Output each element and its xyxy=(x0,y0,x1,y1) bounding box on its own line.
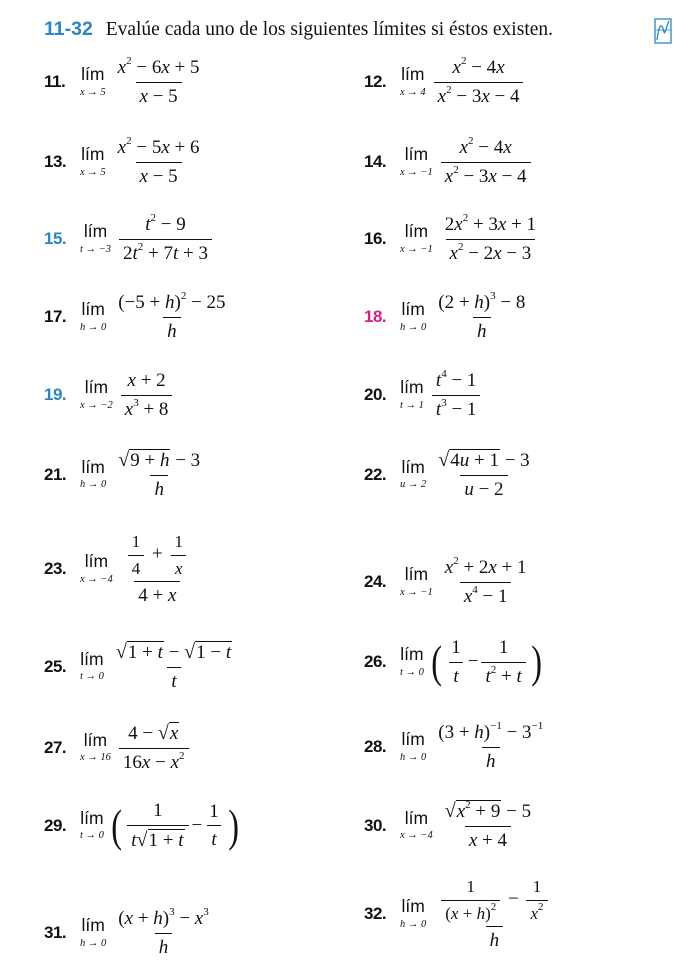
fraction: $\frac{(3 + h)^{-1} - 3^{-1}}{h}$ xyxy=(438,720,544,772)
problem-number: 27. xyxy=(44,737,67,757)
fraction: $\frac{t^2 - 9}{2t^2 + 7t + 3}$ xyxy=(119,214,212,265)
problem-13 xyxy=(44,137,206,188)
problem-23 xyxy=(44,532,197,607)
fraction: $\frac{x^2 + 2x + 1}{x^4 - 1}$ xyxy=(444,555,527,607)
exercise-range: 11-32 xyxy=(44,18,93,40)
problem-16 xyxy=(364,214,543,265)
problem-number: 14. xyxy=(364,152,387,172)
limit-operator: lím x → −4 xyxy=(400,807,433,842)
problem-number: 13. xyxy=(44,152,67,172)
problem-32 xyxy=(364,877,558,952)
limit-operator: lím x → −2 xyxy=(80,377,113,411)
fraction: $\frac{t^4 - 1}{t^3 - 1}$ xyxy=(432,370,481,421)
fraction: $\frac{1}{(x + h)^2}$ xyxy=(441,877,500,923)
fraction: $\frac{1}{4}$ + $\frac{1}{x}$ 4 + x xyxy=(121,532,194,607)
problem-18 xyxy=(364,292,532,343)
problem-14 xyxy=(364,137,534,188)
problem-number: 12. xyxy=(364,72,387,92)
problem-12 xyxy=(364,57,526,108)
problem-28 xyxy=(364,722,550,773)
problem-number: 23. xyxy=(44,559,67,579)
limit-operator: lím t → 0 xyxy=(80,807,104,842)
limit-operator: lím x → −1 xyxy=(400,144,433,178)
problem-number: 26. xyxy=(364,652,387,672)
fraction: $\frac{1}{t}$ xyxy=(451,637,461,687)
fraction: $\frac{1}{x^2}$ xyxy=(526,877,547,923)
problem-number: 25. xyxy=(44,656,67,676)
problem-31 xyxy=(44,908,216,959)
problem-number: 11. xyxy=(44,72,66,92)
fraction: $\frac{1}{t^2 + t}$ xyxy=(481,637,525,688)
problem-number: 28. xyxy=(364,737,387,757)
limit-operator: lím t → 0 xyxy=(400,644,424,678)
problem-25 xyxy=(44,641,239,693)
limit-operator: lím t → 0 xyxy=(80,648,104,683)
limit-operator: lím h → 0 xyxy=(80,456,107,491)
fraction: $\frac{1}{(x + h)^2}$ − $\frac{1}{x^2}$ h xyxy=(434,877,554,952)
fraction: $\frac{x^2 - 6x + 5}{x - 5}$ xyxy=(117,55,200,107)
fraction: 1 t √ 1 + t xyxy=(127,800,188,852)
fraction: $\frac{(x + h)^3 - x^3}{h}$ xyxy=(118,906,209,958)
limit-operator: lím h → 0 xyxy=(80,915,107,949)
limit-operator: lím h → 0 xyxy=(400,299,427,333)
problem-number: 31. xyxy=(44,923,67,943)
fraction: √ $x^2 + 9$ − 5 x + 4 xyxy=(444,799,532,851)
fraction: $\frac{1}{4}$ xyxy=(128,532,145,578)
problem-number: 16. xyxy=(364,229,387,249)
problem-20 xyxy=(364,370,483,421)
problem-number: 32. xyxy=(364,904,387,924)
limit-operator: lím h → 0 xyxy=(80,299,107,333)
problem-number: 30. xyxy=(364,815,387,835)
exercise-instructions: Evalúe cada uno de los siguientes límites si éstos existen. xyxy=(105,19,554,40)
problem-24 xyxy=(364,557,534,608)
fraction: √ 9 + h − 3 h xyxy=(118,449,201,500)
limit-operator: lím x → −1 xyxy=(400,564,433,598)
problem-15 xyxy=(44,214,215,265)
problem-11 xyxy=(44,57,206,108)
fraction: √ 1 + t − √ 1 − t t xyxy=(115,641,232,692)
limit-operator: lím h → 0 xyxy=(400,896,427,930)
problem-17 xyxy=(44,292,233,343)
problem-number: 22. xyxy=(364,464,387,484)
limit-operator: lím t → 1 xyxy=(400,377,424,411)
limit-operator: lím x → −1 xyxy=(400,221,433,255)
fraction: $\frac{1}{x}$ xyxy=(170,532,187,578)
fraction: $\frac{2x^2 + 3x + 1}{x^2 - 2x - 3}$ xyxy=(444,212,537,264)
problem-number: 18. xyxy=(364,307,387,327)
problem-27 xyxy=(44,722,192,774)
problem-29: 29. lím t → 0 ( 1 t √ 1 + t − $\frac{1}{t}$ ) xyxy=(44,799,239,851)
limit-operator: lím x → 5 xyxy=(80,144,106,178)
limit-operator: lím t → −3 xyxy=(80,221,112,255)
graph-tool-icon xyxy=(654,18,672,44)
limit-operator: lím x → 4 xyxy=(400,64,426,98)
problem-21 xyxy=(44,449,207,501)
limit-operator: lím u → 2 xyxy=(400,456,427,491)
problem-number: 24. xyxy=(364,572,387,592)
problem-26: 26. lím t → 0 ( $\frac{1}{t}$ − $\frac{1}{t^2 + t}$ ) xyxy=(364,636,542,688)
limit-operator: lím x → 5 xyxy=(80,64,106,98)
fraction: $\frac{x^2 - 4x}{x^2 - 3x - 4}$ xyxy=(441,137,531,188)
problem-19 xyxy=(44,370,175,421)
fraction: $\frac{(2 + h)^3 - 8}{h}$ xyxy=(438,290,526,342)
problem-22 xyxy=(364,449,537,501)
limit-operator: lím h → 0 xyxy=(400,729,427,763)
problem-number: 21. xyxy=(44,464,67,484)
fraction: 4 − √ x $16x - x^2$ xyxy=(119,722,189,774)
exercise-header xyxy=(44,18,553,41)
fraction: $\frac{x^2 - 5x + 6}{x - 5}$ xyxy=(117,135,200,187)
problem-number: 17. xyxy=(44,307,67,327)
problem-number: 20. xyxy=(364,385,387,405)
fraction: √ 4u + 1 − 3 u − 2 xyxy=(438,449,530,500)
fraction: $\frac{x + 2}{x^3 + 8}$ xyxy=(121,370,173,421)
problem-number: 19. xyxy=(44,385,67,405)
problem-number: 15. xyxy=(44,229,67,249)
limit-operator: lím x → −4 xyxy=(80,551,113,585)
fraction: $\frac{(-5 + h)^2 - 25}{h}$ xyxy=(118,290,226,342)
fraction: $\frac{x^2 - 4x}{x^2 - 3x - 4}$ xyxy=(434,57,524,108)
problem-number: 29. xyxy=(44,815,67,835)
fraction: $\frac{1}{t}$ xyxy=(209,800,219,851)
limit-operator: lím x → 16 xyxy=(80,729,111,764)
problem-30 xyxy=(364,800,538,852)
